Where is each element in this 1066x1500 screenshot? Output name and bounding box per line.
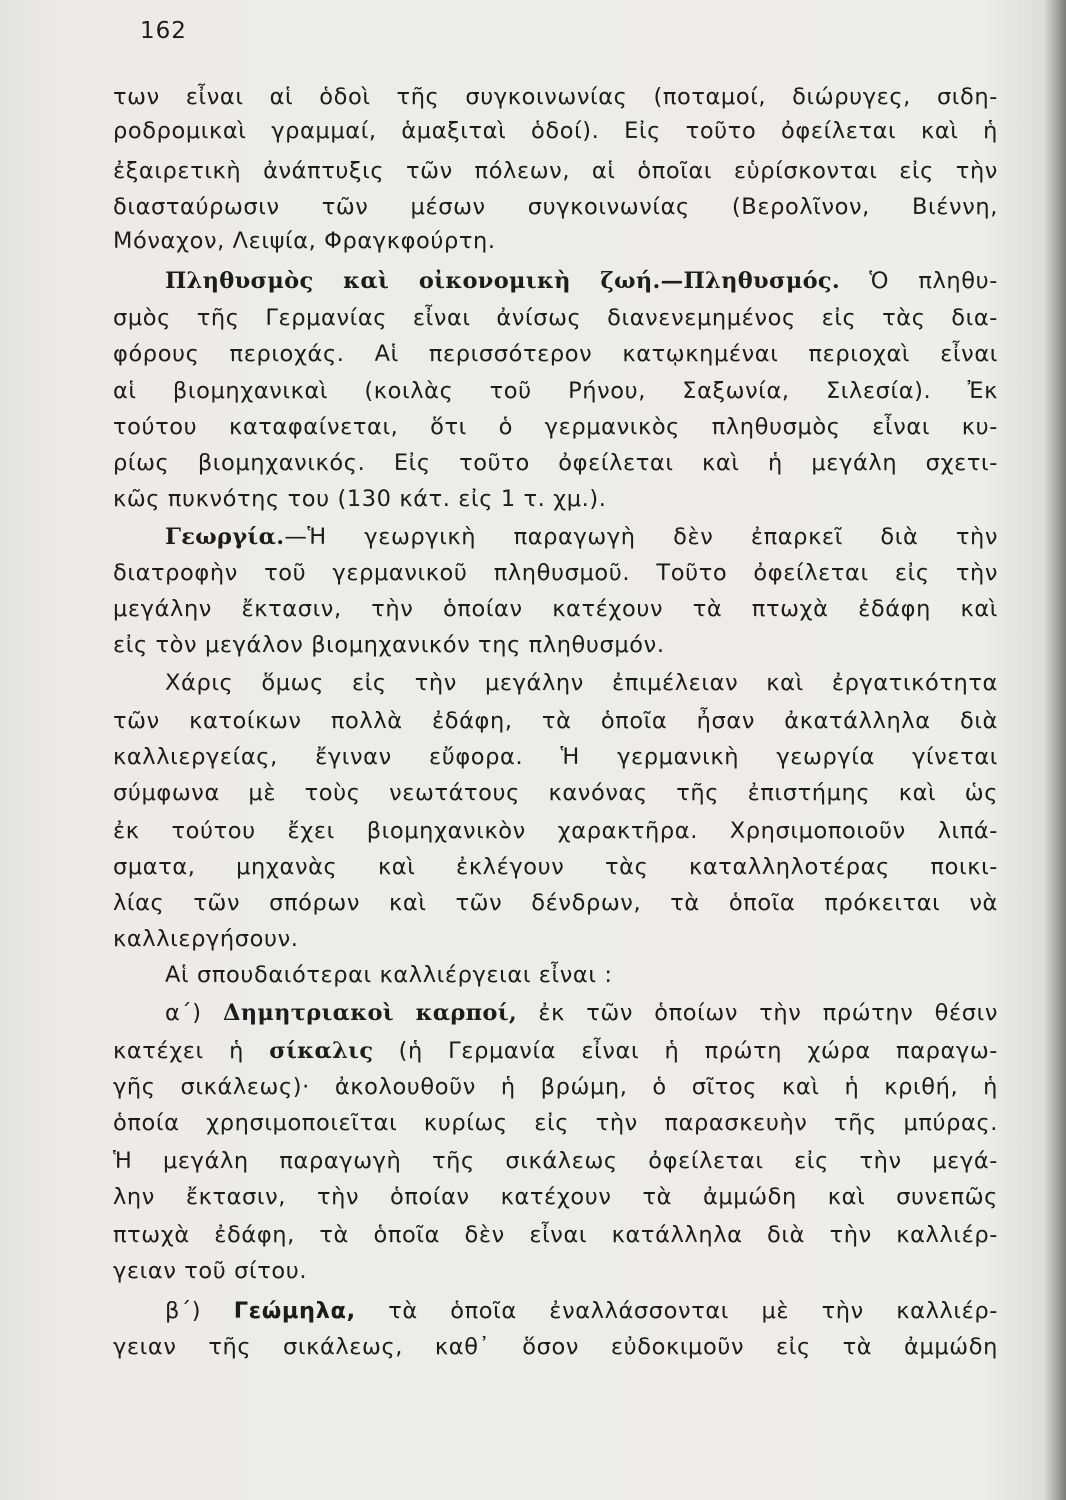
text-run: σμὸς τῆς Γερμανίας εἶναι ἀνίσως διανενεμημένος εἰς τὰς δια- [113, 305, 999, 331]
text-line [165, 960, 613, 990]
text-line [113, 742, 998, 772]
text-line [113, 1332, 998, 1362]
text-run: σύμφωνα μὲ τοὺς νεωτάτους κανόνας τῆς ἐπιστήμης καὶ ὡς [113, 780, 998, 806]
text-run: Χάρις ὅμως εἰς τὴν μεγάλην ἐπιμέλειαν καὶ ἐργατικότητα [165, 670, 998, 696]
text-run: των εἶναι αἱ ὁδοὶ τῆς συγκοινωνίας (ποταμοί, διώρυγες, σιδη- [113, 84, 998, 110]
text-line [113, 82, 998, 112]
text-line [113, 412, 998, 442]
text-line [113, 339, 998, 369]
text-run: τῶν κατοίκων πολλὰ ἐδάφη, τὰ ὁποῖα ἦσαν ἀκατάλληλα διὰ [113, 708, 998, 734]
text-line [113, 888, 998, 918]
bold-heading: σίκαλις [269, 1038, 374, 1064]
bold-heading: Πληθυσμὸς καὶ οἰκονομικὴ ζωή.—Πληθυσμός. [165, 268, 841, 294]
page-number: 162 [140, 18, 187, 44]
text-run: γειαν τῆς σικάλεως, καθ᾽ ὅσον εὐδοκιμοῦν εἰς τὰ ἀμμώδη [113, 1334, 998, 1360]
text-line [113, 852, 998, 882]
text-run: γειαν τοῦ σίτου. [113, 1258, 308, 1284]
text-run: γῆς σικάλεως)· ἀκολουθοῦν ἡ βρώμη, ὁ σῖτος καὶ ἡ κριθή, ἡ [113, 1074, 998, 1100]
text-line [113, 1220, 998, 1250]
text-line [113, 1182, 998, 1212]
text-line [113, 1108, 998, 1138]
text-line [113, 594, 998, 624]
text-line [113, 1072, 998, 1102]
text-line [113, 924, 299, 954]
text-run: αἱ βιομηχανικαὶ (κοιλὰς τοῦ Ρήνου, Σαξωνία, Σιλεσία). Ἐκ [113, 378, 999, 404]
text-line [113, 226, 496, 256]
text-line [165, 668, 998, 698]
text-run: ὁποία χρησιμοποιεῖται κυρίως εἰς τὴν παρασκευὴν τῆς μπύρας. [113, 1110, 999, 1136]
text-line [113, 778, 998, 808]
text-run: διασταύρωσιν τῶν μέσων συγκοινωνίας (Βερολῖνον, Βιέννη, [113, 194, 998, 220]
text-run: μεγάλην ἔκτασιν, τὴν ὁποίαν κατέχουν τὰ πτωχὰ ἐδάφη καὶ [113, 596, 999, 622]
bold-heading: Γεώμηλα, [233, 1298, 356, 1324]
text-run: λην ἔκτασιν, τὴν ὁποίαν κατέχουν τὰ ἀμμώδη καὶ συνεπῶς [113, 1184, 998, 1210]
text-run: ἐκ τούτου ἔχει βιομηχανικὸν χαρακτῆρα. Χρησιμοποιοῦν λιπά- [113, 818, 999, 844]
text-line [165, 998, 998, 1028]
text-run: α΄) [165, 1000, 223, 1026]
text-line [113, 816, 998, 846]
text-line [113, 706, 998, 736]
text-run: —Ἡ γεωργικὴ παραγωγὴ δὲν ἐπαρκεῖ διὰ τὴν [284, 524, 999, 550]
text-run: λίας τῶν σπόρων καὶ τῶν δένδρων, τὰ ὁποῖα πρόκειται νὰ [113, 890, 998, 916]
text-run: ροδρομικαὶ γραμμαί, ἁμαξιταὶ ὁδοί). Εἰς τοῦτο ὀφείλεται καὶ ἡ [113, 118, 999, 144]
text-run: ἐξαιρετικὴ ἀνάπτυξις τῶν πόλεων, αἱ ὁποῖαι εὑρίσκονται εἰς τὴν [113, 158, 998, 184]
text-line [113, 1036, 998, 1066]
text-run: τούτου καταφαίνεται, ὅτι ὁ γερμανικὸς πληθυσμὸς εἶναι κυ- [113, 414, 998, 440]
text-line [113, 1146, 998, 1176]
text-line [113, 376, 998, 406]
text-run: Μόναχον, Λειψία, Φραγκφούρτη. [113, 228, 496, 254]
text-run: πτωχὰ ἐδάφη, τὰ ὁποῖα δὲν εἶναι κατάλληλα διὰ τὴν καλλιέρ- [113, 1222, 998, 1248]
text-line [113, 116, 998, 146]
text-run: Αἱ σπουδαιότεραι καλλιέργειαι εἶναι : [165, 962, 613, 988]
text-run: καλλιεργείας, ἔγιναν εὔφορα. Ἡ γερμανικὴ γεωργία γίνεται [113, 744, 998, 770]
text-line [113, 484, 607, 514]
text-line [113, 192, 998, 222]
text-run: β΄) [165, 1298, 234, 1324]
text-run: ἐκ τῶν ὁποίων τὴν πρώτην θέσιν [517, 1000, 999, 1026]
page-edge-shadow [1044, 0, 1066, 1500]
text-run: Ἡ μεγάλη παραγωγὴ τῆς σικάλεως ὀφείλεται εἰς τὴν μεγά- [113, 1148, 999, 1174]
text-line [165, 522, 998, 552]
text-line [165, 266, 998, 296]
text-run: διατροφὴν τοῦ γερμανικοῦ πληθυσμοῦ. Τοῦτο ὀφείλεται εἰς τὴν [113, 560, 999, 586]
text-run: σματα, μηχανὰς καὶ ἐκλέγουν τὰς καταλληλοτέρας ποικι- [113, 854, 999, 880]
text-run: ρίως βιομηχανικός. Εἰς τοῦτο ὀφείλεται καὶ ἡ μεγάλη σχετι- [113, 450, 998, 476]
text-run: κατέχει ἡ [113, 1038, 270, 1064]
text-line [113, 448, 998, 478]
text-run: τὰ ὁποῖα ἐναλλάσσονται μὲ τὴν καλλιέρ- [355, 1298, 999, 1324]
text-line [113, 303, 998, 333]
text-line [113, 1256, 307, 1286]
text-run: (ἡ Γερμανία εἶναι ἡ πρώτη χώρα παραγω- [373, 1038, 999, 1064]
text-line [113, 156, 998, 186]
text-run: καλλιεργήσουν. [113, 926, 299, 952]
text-run: Ὁ πληθυ- [840, 268, 998, 294]
text-line [113, 630, 665, 660]
bold-heading: Γεωργία. [165, 524, 285, 550]
text-run: φόρους περιοχάς. Αἱ περισσότερον κατῳκημέναι περιοχαὶ εἶναι [113, 341, 998, 367]
text-run: κῶς πυκνότης του (130 κάτ. εἰς 1 τ. χμ.). [113, 486, 607, 512]
text-run: εἰς τὸν μεγάλον βιομηχανικόν της πληθυσμόν. [113, 632, 665, 658]
bold-heading: Δημητριακοὶ καρποί, [222, 1000, 518, 1026]
text-line [113, 558, 998, 588]
text-line [165, 1296, 998, 1326]
